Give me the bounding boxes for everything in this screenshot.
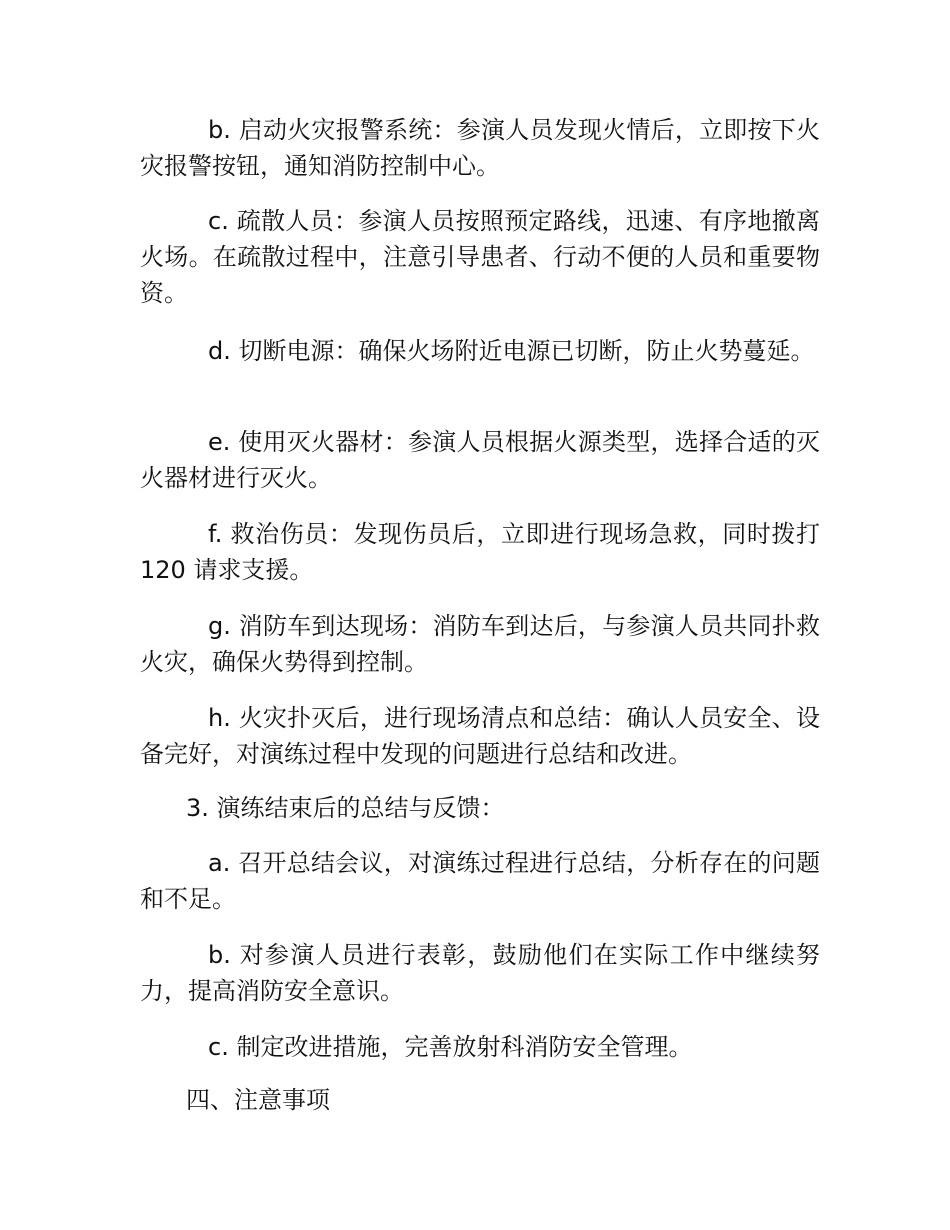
paragraph-summary-a-meeting: a. 召开总结会议，对演练过程进行总结，分析存在的问题和不足。: [140, 849, 820, 913]
paragraph-step-b-alarm: b. 启动火灾报警系统：参演人员发现火情后，立即按下火灾报警按钮，通知消防控制中心。: [140, 116, 820, 180]
paragraph-step-h-review: h. 火灾扑灭后，进行现场清点和总结：确认人员安全、设备完好，对演练过程中发现的问题进行总结和改进。: [140, 704, 820, 768]
section-heading-summary: 3. 演练结束后的总结与反馈：: [186, 794, 505, 822]
paragraph-step-f-rescue: f. 救治伤员：发现伤员后，立即进行现场急救，同时拨打 120 请求支援。: [140, 520, 820, 584]
paragraph-step-c-evacuate: c. 疏散人员：参演人员按照预定路线，迅速、有序地撤离火场。在疏散过程中，注意引导患者、行动不便的人员和重要物资。: [140, 207, 820, 307]
paragraph-summary-b-commend: b. 对参演人员进行表彰，鼓励他们在实际工作中继续努力，提高消防安全意识。: [140, 941, 820, 1005]
paragraph-step-e-extinguish: e. 使用灭火器材：参演人员根据火源类型，选择合适的灭火器材进行灭火。: [140, 428, 820, 492]
paragraph-summary-c-improve: c. 制定改进措施，完善放射科消防安全管理。: [208, 1033, 693, 1061]
paragraph-step-g-fire-truck: g. 消防车到达现场：消防车到达后，与参演人员共同扑救火灾，确保火势得到控制。: [140, 612, 820, 676]
section-heading-notes: 四、注意事项: [186, 1086, 330, 1114]
paragraph-step-d-power-off: d. 切断电源：确保火场附近电源已切断，防止火势蔓延。: [208, 337, 815, 365]
